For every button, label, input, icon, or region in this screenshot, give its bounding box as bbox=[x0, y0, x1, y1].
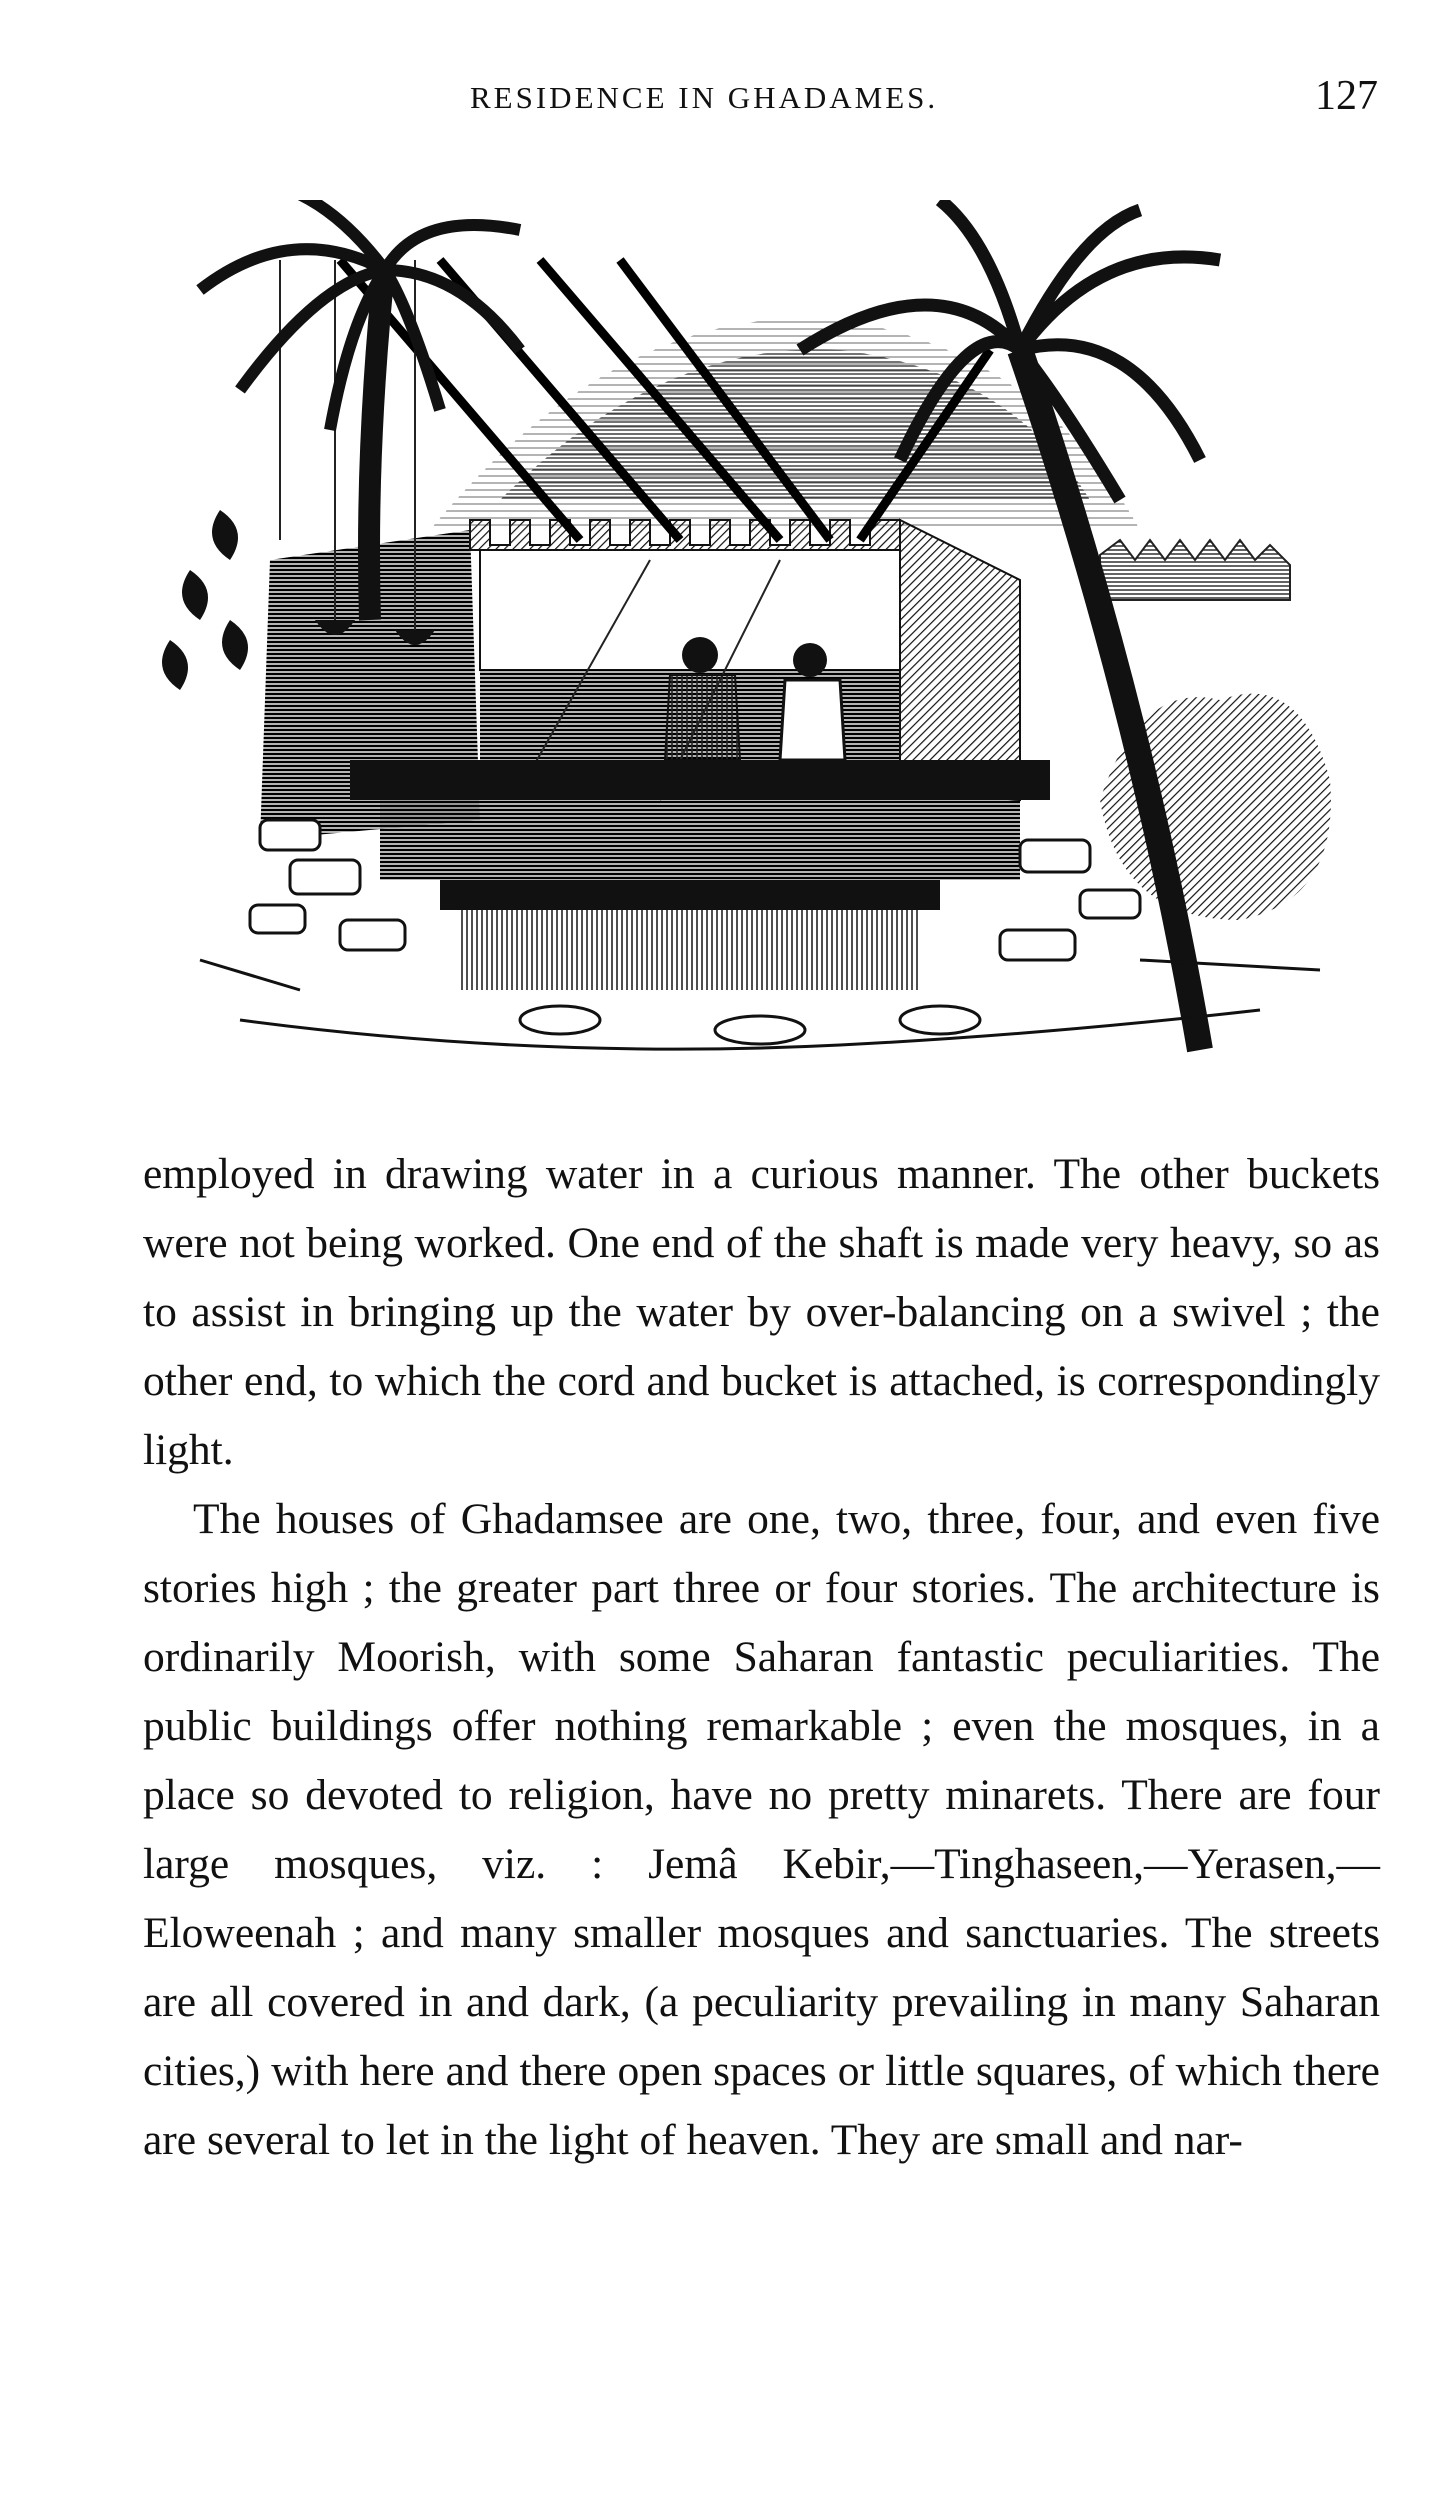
well-engraving-icon bbox=[140, 200, 1380, 1070]
page-header bbox=[0, 72, 1450, 122]
body-text bbox=[143, 1140, 1380, 2175]
paragraph-2: The houses of Ghadamsee are one, two, three, four, and even five stories high ; the greater part three or four stories. The architecture is ordinarily Moorish, with some Saharan fantastic peculiarities. The public buildings offer nothing remarkable ; even the mosques, in a place so devoted to religion, have no pretty minarets. There are four large mosques, viz. : Jemâ Kebir,—Tinghaseen,—Yerasen,—Eloweenah ; and many smaller mosques and sanctuaries. The streets are all covered in and dark, (a peculiarity prevailing in many Saharan cities,) with here and there open spaces or little squares, of which there are several to let in the light of heaven. They are small and nar- bbox=[143, 1495, 1380, 2164]
engraving-illustration bbox=[140, 200, 1380, 1070]
running-title: RESIDENCE IN GHADAMES. bbox=[470, 80, 939, 115]
page-number: 127 bbox=[1315, 73, 1378, 119]
paragraph-1: employed in drawing water in a curious manner. The other buckets were not being worked. One end of the shaft is made very heavy, so as to assist in bringing up the water by over-balancing on a swivel ; the other end, to which the cord and bucket is attached, is correspondingly light. bbox=[143, 1150, 1380, 1474]
